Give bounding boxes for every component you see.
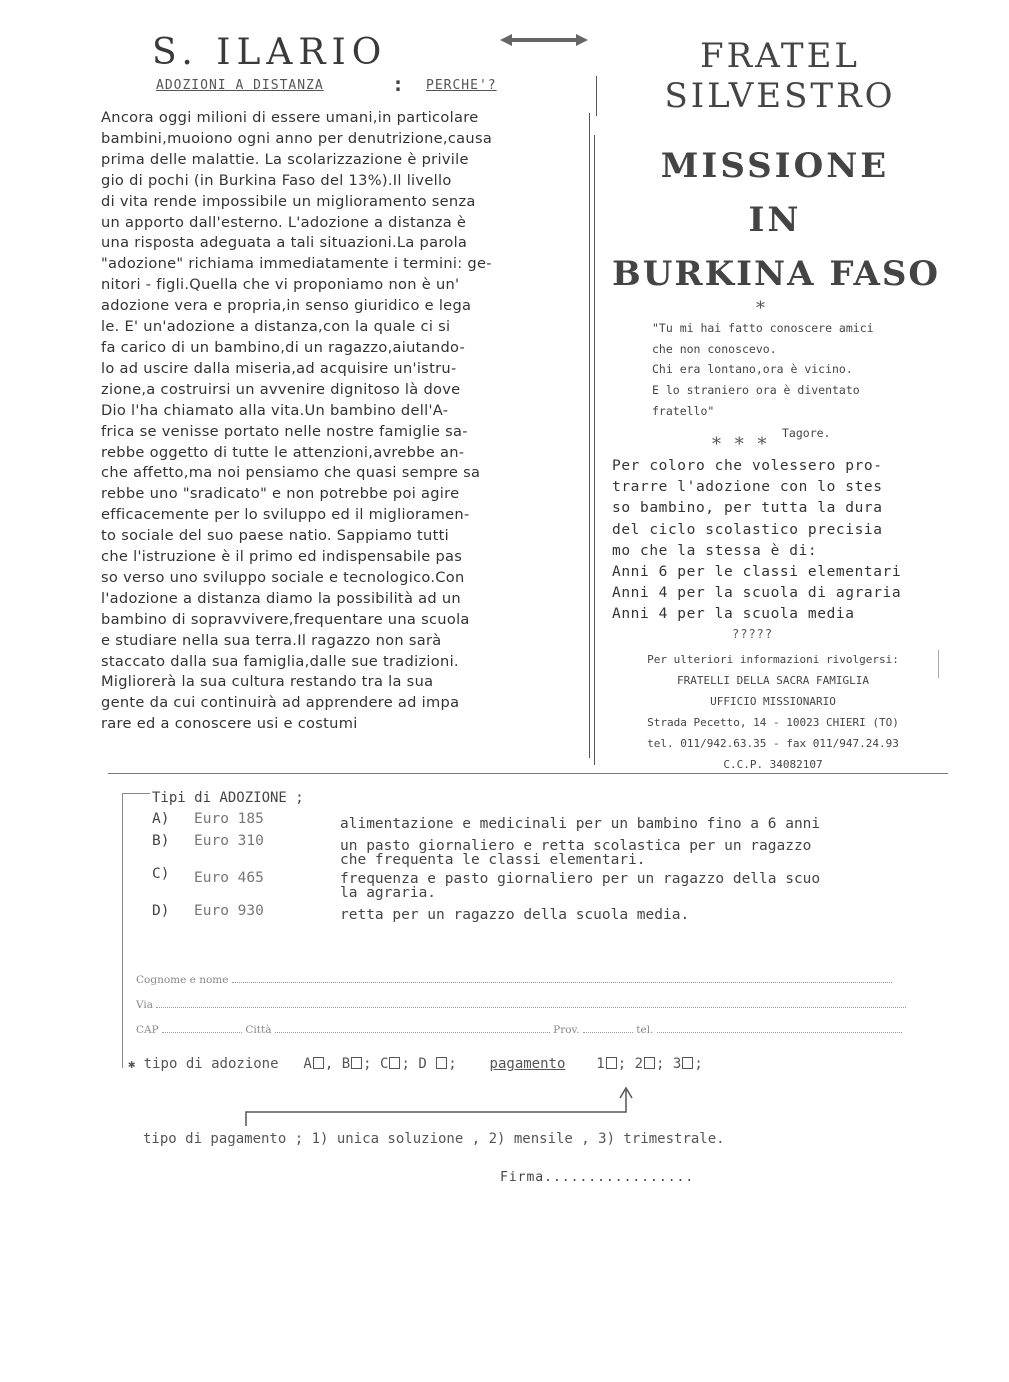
subtitle-perche: PERCHE'? [426, 78, 497, 93]
fratel-title [645, 36, 915, 116]
adopt-line: Anni 6 per le classi elementari [612, 564, 902, 581]
payment-option-3[interactable]: 3 ; [672, 1056, 703, 1072]
type-letter: A) [152, 811, 170, 827]
body-line: Dio l'ha chiamato alla vita.Un bambino dell'A- [101, 401, 449, 419]
quote-line: E lo straniero ora è diventato [652, 383, 860, 398]
checkbox-1[interactable] [606, 1057, 617, 1069]
quote-line: Chi era lontano,ora è vicino. [652, 362, 853, 377]
ornament-row: ????? [732, 627, 774, 641]
silvestro-line: SILVESTRO [664, 76, 896, 116]
body-line: nitori - figli.Quella che vi proponiamo non è un' [101, 276, 460, 294]
body-line: efficacemente per lo sviluppo ed il miglioramen- [101, 506, 470, 524]
tel-label: tel. [636, 1024, 654, 1036]
triple-star-ornament: * * * [712, 434, 771, 455]
body-line: che l'istruzione è il primo ed indispensabile pas [101, 548, 463, 566]
subtitle-separator: : [392, 72, 405, 96]
type-letter: B) [152, 833, 170, 849]
adopt-line: mo che la stessa è di: [612, 542, 818, 559]
address-row [136, 1024, 902, 1036]
quote-line: che non conoscevo. [652, 341, 777, 356]
city-label: Città [245, 1024, 272, 1036]
cap-label: CAP [136, 1024, 159, 1036]
type-desc: retta per un ragazzo della scuola media. [340, 907, 690, 923]
mission-line-1: MISSIONE [660, 146, 890, 186]
adopt-line: so bambino, per tutta la dura [612, 500, 883, 517]
body-line: Migliorerà la sua cultura restando tra la sua [101, 673, 434, 691]
surname-field[interactable] [136, 974, 892, 986]
body-line: frica se venisse portato nelle nostre famiglie sa- [101, 422, 468, 440]
body-line: gente da cui continuirà ad apprendere ad impa [101, 694, 460, 712]
contact-org: FRATELLI DELLA SACRA FAMIGLIA [676, 673, 870, 687]
form-top-border [122, 793, 150, 794]
city-input[interactable] [275, 1032, 550, 1033]
adoption-selection-row [128, 1056, 703, 1072]
quote-line: fratello" [652, 403, 715, 418]
prov-label: Prov. [553, 1024, 580, 1036]
contact-info [608, 650, 938, 775]
type-desc: alimentazione e medicinali per un bambino fino a 6 anni [340, 816, 821, 832]
article-body [101, 108, 579, 735]
type-amount: Euro 310 [194, 833, 264, 849]
checkbox-2[interactable] [644, 1057, 655, 1069]
mission-line-3: BURKINA FASO [611, 254, 941, 294]
body-line: di vita rende impossibile un miglioramento senza [101, 192, 476, 210]
type-desc: la agraria. [340, 885, 437, 901]
checkbox-3[interactable] [682, 1057, 693, 1069]
body-line: gio di pochi (in Burkina Faso del 13%).Il livello [101, 171, 452, 189]
signature-field[interactable]: Firma................. [500, 1170, 695, 1185]
body-line: rare ed a conoscere usi e costumi [101, 715, 358, 733]
body-line: le. E' un'adozione a distanza,con la quale ci si [101, 318, 451, 336]
body-line: Ancora oggi milioni di essere umani,in particolare [101, 109, 479, 126]
quote-author: Tagore. [782, 426, 831, 440]
type-label: tipo di adozione [143, 1056, 279, 1072]
mission-line-2: IN [748, 200, 802, 240]
types-title: Tipi di ADOZIONE ; [152, 790, 304, 806]
checkbox-c[interactable] [389, 1057, 400, 1069]
cap-input[interactable] [162, 1032, 242, 1033]
contact-intro: Per ulteriori informazioni rivolgersi: [647, 653, 899, 666]
payment-option-2[interactable]: 2 ; [634, 1056, 665, 1072]
via-label: Via [136, 999, 154, 1011]
body-line: un apporto dall'esterno. L'adozione a distanza è [101, 213, 467, 231]
surname-input[interactable] [232, 982, 892, 983]
column-divider-top [596, 76, 597, 116]
adopt-line: del ciclo scolastico precisia [612, 521, 883, 538]
body-line: l'adozione a distanza diamo la possibilità ad un [101, 589, 461, 607]
type-desc: che frequenta le classi elementari. [340, 852, 646, 868]
adopt-line: Anni 4 per la scuola di agraria [612, 585, 902, 602]
body-line: staccato dalla sua famiglia,dalle sue tradizioni. [101, 652, 459, 670]
adopt-line: Anni 4 per la scuola media [612, 606, 855, 623]
payment-type: tipo di pagamento ; 1) unica soluzione , 2) mensile , 3) trimestrale. [143, 1131, 725, 1147]
body-line: una risposta adeguata a tali situazioni.La parola [101, 234, 468, 252]
body-line: e studiare nella sua terra.Il ragazzo non sarà [101, 631, 442, 649]
column-divider [589, 113, 590, 758]
adopt-line: trarre l'adozione con lo stes [612, 479, 883, 496]
asterisk-icon: ✱ [128, 1057, 136, 1071]
body-line: "adozione" richiama immediatamente i termini: ge- [101, 255, 492, 273]
prov-input[interactable] [583, 1032, 633, 1033]
double-arrow-icon [498, 33, 590, 47]
type-option-a[interactable]: A , [303, 1056, 334, 1072]
surname-label: Cognome e nome [136, 974, 229, 986]
body-line: bambini,muoiono ogni anno per denutrizione,causa [101, 129, 493, 147]
contact-office: UFFICIO MISSIONARIO [710, 694, 836, 708]
bracket-arrow-icon [240, 1086, 640, 1130]
fratel-line: FRATEL [700, 36, 860, 76]
type-amount: Euro 930 [194, 903, 264, 919]
body-line: lo ad uscire dalla miseria,ad acquisire un'istru- [101, 359, 457, 377]
left-title: S. ILARIO [152, 32, 388, 73]
via-input[interactable] [156, 1007, 906, 1008]
type-option-d[interactable]: D ; [418, 1056, 457, 1072]
type-desc: un pasto giornaliero e retta scolastica per un ragazzo [340, 838, 812, 854]
body-line: che affetto,ma noi pensiamo che quasi sempre sa [101, 464, 481, 482]
adoption-duration [612, 456, 901, 626]
type-amount: Euro 465 [194, 870, 264, 886]
type-amount: Euro 185 [194, 811, 264, 827]
body-line: to sociale del suo paese natio. Sappiamo tutti [101, 527, 449, 545]
via-field[interactable] [136, 999, 906, 1011]
tagore-quote [652, 318, 874, 422]
column-divider-2 [594, 135, 595, 765]
quote-line: "Tu mi hai fatto conoscere amici [652, 321, 874, 335]
adopt-line: Per coloro che volessero pro- [612, 458, 883, 474]
payment-label: pagamento [489, 1056, 566, 1072]
body-line: fa carico di un bambino,di un ragazzo,aiutando- [101, 338, 466, 356]
type-letter: C) [152, 866, 170, 882]
contact-edge [938, 650, 939, 678]
contact-address: Strada Pecetto, 14 - 10023 CHIERI (TO) [647, 715, 899, 729]
body-line: so verso uno sviluppo sociale e tecnologico.Con [101, 568, 465, 586]
body-line: rebbe oggetto di tutte le attenzioni,avrebbe an- [101, 443, 465, 461]
body-line: prima delle malattie. La scolarizzazione è privile [101, 150, 469, 168]
checkbox-b[interactable] [351, 1057, 362, 1069]
type-letter: D) [152, 903, 170, 919]
subtitle-adozioni: ADOZIONI A DISTANZA [156, 78, 324, 93]
body-line: zione,a costruirsi un avvenire dignitoso là dove [101, 380, 461, 398]
contact-ccp: C.C.P. 34082107 [723, 757, 823, 771]
star-ornament: * [756, 298, 765, 319]
tel-input[interactable] [657, 1032, 902, 1033]
payment-option-1[interactable]: 1 ; [596, 1056, 627, 1072]
checkbox-d[interactable] [436, 1057, 447, 1069]
contact-phone: tel. 011/942.63.35 - fax 011/947.24.93 [647, 736, 899, 750]
type-option-b[interactable]: B ; [341, 1056, 372, 1072]
checkbox-a[interactable] [313, 1057, 324, 1069]
type-option-c[interactable]: C ; [380, 1056, 410, 1072]
type-desc: frequenza e pasto giornaliero per un ragazzo della scuo [340, 871, 821, 887]
body-line: adozione vera e propria,in senso giuridico e lega [101, 297, 472, 315]
body-line: rebbe uno "sradicato" e non potrebbe poi agire [101, 485, 460, 503]
body-line: bambino di sopravvivere,frequentare una scuola [101, 610, 470, 628]
form-left-border [122, 793, 123, 1068]
